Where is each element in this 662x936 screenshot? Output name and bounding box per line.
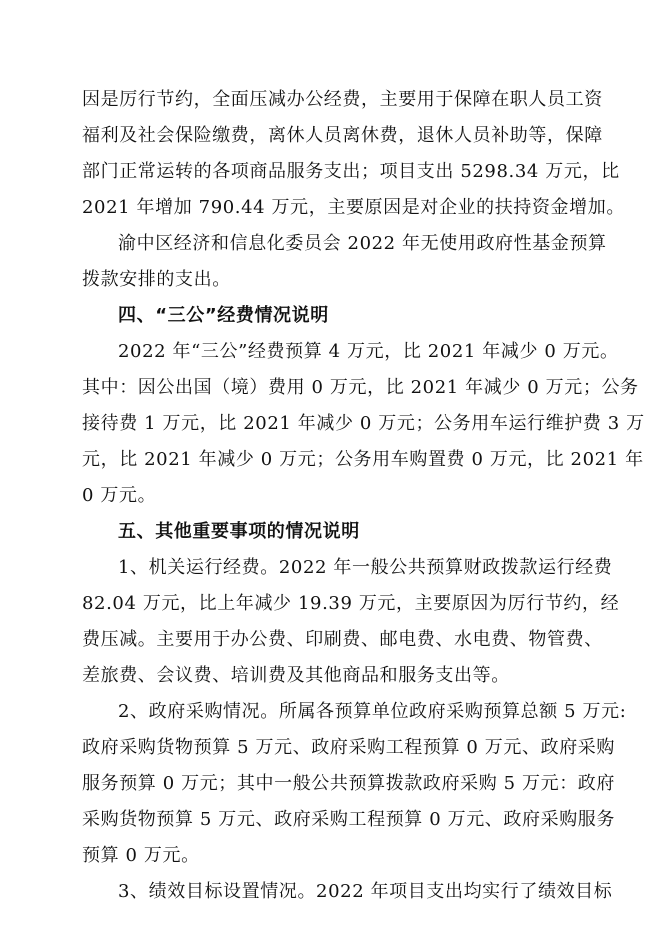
text-line: 3、绩效目标设置情况。2022 年项目支出均实行了绩效目标 (118, 881, 613, 902)
paragraph-project-expenditure (82, 82, 625, 226)
text-line: 2021 年增加 790.44 万元，主要原因是对企业的扶持资金增加。 (82, 197, 625, 218)
paragraph-performance-goals (82, 874, 613, 910)
text-line: 元，比 2021 年减少 0 万元；公务用车购置费 0 万元，比 2021 年 (82, 449, 644, 470)
text-line: 服务预算 0 万元；其中一般公共预算拨款政府采购 5 万元：政府 (82, 773, 615, 794)
text-line: 1、机关运行经费。2022 年一般公共预算财政拨款运行经费 (118, 557, 613, 578)
text-line: 福利及社会保险缴费，离休人员离休费，退休人员补助等，保障 (82, 125, 603, 146)
text-line: 因是厉行节约，全面压减办公经费，主要用于保障在职人员工资 (82, 89, 603, 110)
text-line: 政府采购货物预算 5 万元、政府采购工程预算 0 万元、政府采购 (82, 737, 615, 758)
text-line: 采购货物预算 5 万元、政府采购工程预算 0 万元、政府采购服务 (82, 809, 615, 830)
text-line: 拨款安排的支出。 (82, 269, 231, 290)
text-line: 差旅费、会议费、培训费及其他商品和服务支出等。 (82, 665, 510, 686)
paragraph-government-procurement (82, 694, 627, 874)
text-line: 接待费 1 万元，比 2021 年减少 0 万元；公务用车运行维护费 3 万 (82, 413, 645, 434)
text-line: 2022 年“三公”经费预算 4 万元，比 2021 年减少 0 万元。 (118, 341, 619, 362)
text-line: 其中：因公出国（境）费用 0 万元，比 2021 年减少 0 万元；公务 (82, 377, 639, 398)
text-line: 部门正常运转的各项商品服务支出；项目支出 5298.34 万元，比 (82, 161, 620, 182)
text-line: 2、政府采购情况。所属各预算单位政府采购预算总额 5 万元: (118, 701, 627, 722)
paragraph-government-fund (82, 226, 607, 298)
paragraph-operating-expenses (82, 550, 620, 694)
text-line: 82.04 万元，比上年减少 19.39 万元，主要原因为厉行节约，经 (82, 593, 620, 614)
text-line: 0 万元。 (82, 485, 157, 506)
section-heading-other-matters: 五、其他重要事项的情况说明 (118, 521, 360, 542)
text-line: 预算 0 万元。 (82, 845, 200, 866)
section-heading-three-public: 四、“三公”经费情况说明 (118, 305, 329, 326)
document-page (82, 82, 645, 910)
paragraph-three-public-expenses (82, 334, 645, 514)
text-line: 费压减。主要用于办公费、印刷费、邮电费、水电费、物管费、 (82, 629, 603, 650)
text-line: 渝中区经济和信息化委员会 2022 年无使用政府性基金预算 (118, 233, 607, 254)
